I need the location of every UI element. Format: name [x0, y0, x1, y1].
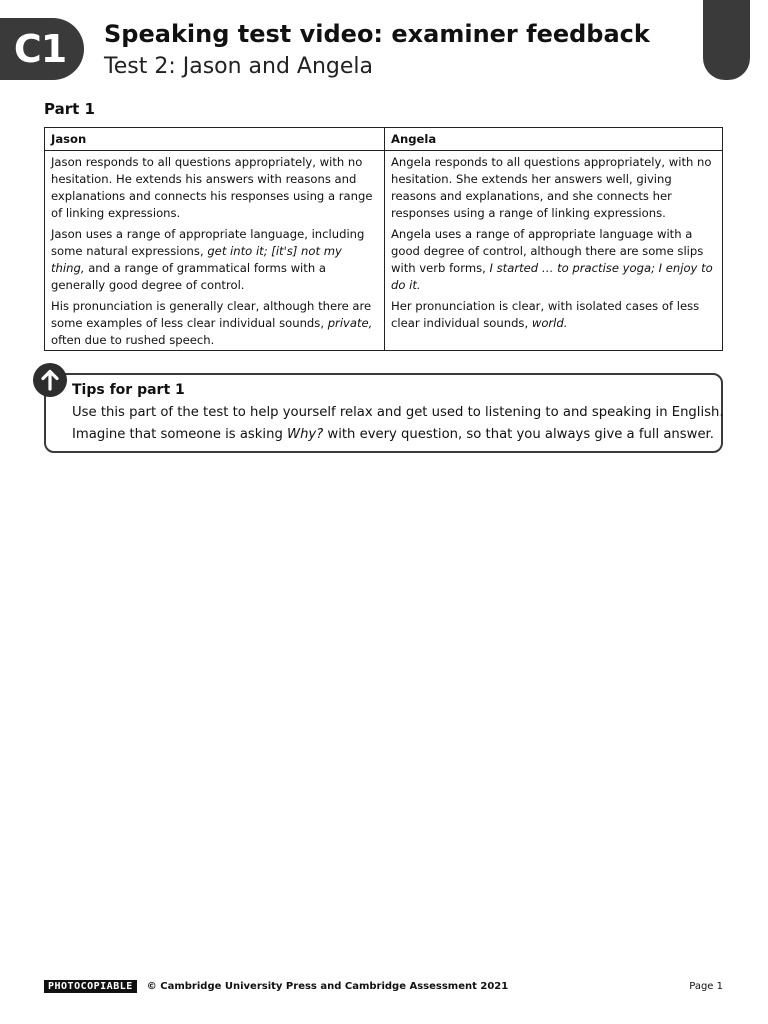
- tips-line-2: Imagine that someone is asking Why? with every question, so that you always give a full answer.: [72, 427, 714, 442]
- jason-language-example: get into it; [it's] not my thing,: [51, 244, 342, 275]
- column-header-angela: Angela: [385, 128, 723, 151]
- tips-why-emphasis: Why?: [287, 427, 324, 442]
- page-subtitle: Test 2: Jason and Angela: [104, 54, 374, 79]
- table-header-row: [45, 128, 723, 151]
- photocopiable-label: PHOTOCOPIABLE: [44, 980, 137, 993]
- column-header-jason: Jason: [45, 128, 385, 151]
- part-heading: Part 1: [44, 100, 95, 118]
- feedback-table: [44, 127, 723, 351]
- level-badge: C1: [0, 18, 84, 80]
- page-title: Speaking test video: examiner feedback: [104, 20, 650, 48]
- copyright-text: © Cambridge University Press and Cambridge Assessment 2021: [146, 980, 509, 992]
- jason-interaction-text: Jason responds to all questions appropriately, with no hesitation. He extends his answers with reasons and explanations and connects his responses using a range of linking expressions.: [51, 155, 373, 220]
- jason-pronunciation-text: His pronunciation is generally clear, although there are some examples of less clear individual sounds, private, often due to rushed speech.: [51, 299, 373, 347]
- jason-feedback-cell: [45, 151, 385, 351]
- angela-feedback-cell: [385, 151, 723, 351]
- angela-language-text: Angela uses a range of appropriate language with a good degree of control, although there are some slips with verb forms, I started … to practise yoga; I enjoy to do it.: [391, 227, 713, 292]
- angela-interaction-text: Angela responds to all questions appropriately, with no hesitation. She extends her answers well, giving reasons and explanations, and she connects her responses using a range of linking expressions.: [391, 155, 712, 220]
- page-footer: [44, 978, 723, 994]
- tips-title: Tips for part 1: [72, 382, 185, 398]
- page-number: Page 1: [689, 980, 723, 992]
- table-row: [45, 151, 723, 351]
- angela-pronunciation-example: world.: [531, 316, 568, 330]
- jason-pronunciation-example: private,: [327, 316, 373, 330]
- jason-language-text: Jason uses a range of appropriate language, including some natural expressions, get into it; [it's] not my thing, and a range of grammatical forms with a generally good degree of control.: [51, 227, 365, 292]
- angela-language-example: I started … to practise yoga; I enjoy to do it.: [391, 261, 713, 292]
- angela-pronunciation-text: Her pronunciation is clear, with isolated cases of less clear individual sounds, world.: [391, 299, 700, 330]
- up-arrow-icon: [33, 363, 67, 397]
- tips-line-1: Use this part of the test to help yourself relax and get used to listening to and speaking in English.: [72, 405, 724, 420]
- corner-tab: [703, 0, 750, 80]
